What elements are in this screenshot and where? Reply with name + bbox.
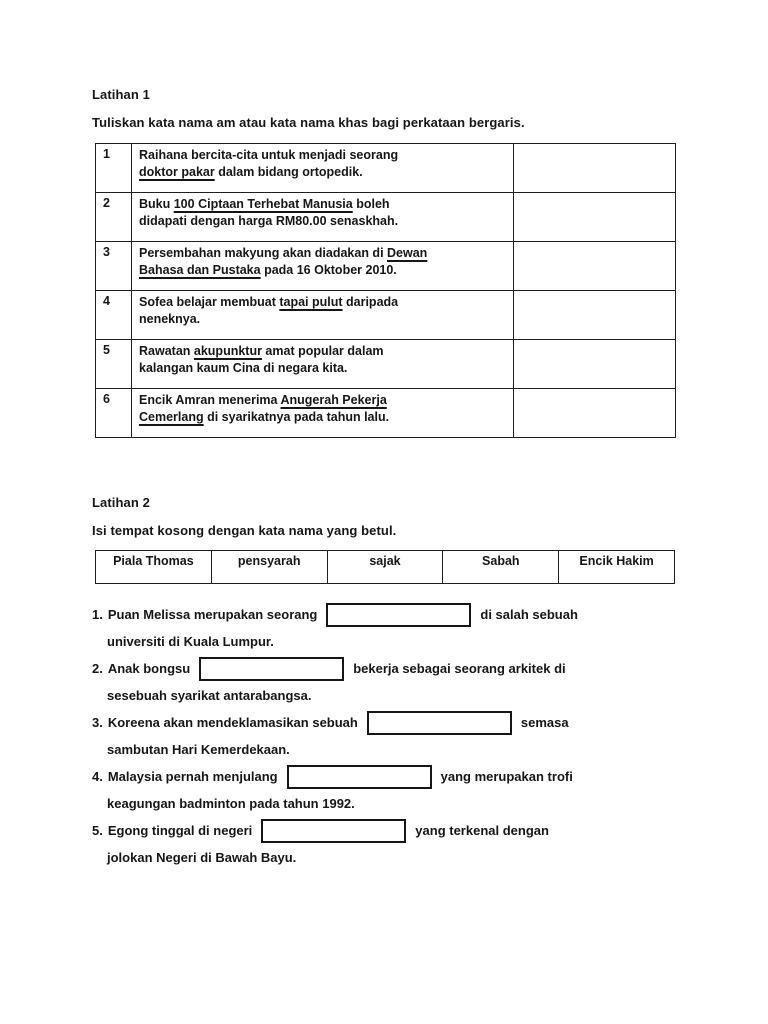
sentence-line (139, 245, 507, 262)
sentence-text: dalam bidang ortopedik. (214, 164, 363, 179)
row-number: 2 (96, 193, 132, 242)
word-bank-row (96, 551, 675, 584)
question-continuation: universiti di Kuala Lumpur. (107, 634, 274, 649)
question (92, 601, 732, 655)
sentence-text: amat popular dalam (261, 344, 384, 358)
sentence-text: Buku (139, 197, 174, 211)
table-row (96, 389, 676, 438)
sentence-line (139, 294, 507, 311)
underlined-term: Cemerlang (139, 409, 204, 424)
question-text-after: semasa (520, 715, 569, 730)
question-text-after: di salah sebuah (480, 607, 578, 622)
sentence-line (139, 311, 507, 328)
answer-blank-box[interactable] (261, 819, 406, 843)
word-bank-item: Sabah (443, 551, 559, 584)
sentence-text: kalangan kaum Cina di negara kita. (139, 360, 348, 375)
sentence-text: Persembahan makyung akan diadakan di (139, 246, 388, 260)
table-row (96, 193, 676, 242)
question-number: 5. (92, 823, 103, 838)
question-line (92, 709, 732, 736)
answer-cell[interactable] (514, 144, 676, 193)
question-line (92, 817, 732, 844)
question-text-before: Malaysia pernah menjulang (107, 769, 278, 784)
underlined-term: doktor pakar (139, 164, 215, 179)
sentence-line (139, 262, 507, 279)
underlined-term: 100 Ciptaan Terhebat Manusia (173, 197, 353, 211)
sentence-cell (132, 389, 514, 438)
sentence-cell (132, 291, 514, 340)
questions-list (92, 601, 732, 871)
sentence-text: di syarikatnya pada tahun lalu. (203, 409, 390, 424)
question (92, 817, 732, 871)
sentence-text: Encik Amran menerima (139, 393, 281, 407)
answer-cell[interactable] (514, 389, 676, 438)
word-bank-item: Encik Hakim (559, 551, 675, 584)
answer-blank-box[interactable] (199, 657, 344, 681)
question-text-after: bekerja sebagai seorang arkitek di (353, 661, 566, 676)
question-number: 2. (92, 661, 103, 676)
sentence-line (139, 147, 507, 164)
sentence-cell (132, 144, 514, 193)
underlined-term: Anugerah Pekerja (280, 393, 387, 407)
row-number: 4 (96, 291, 132, 340)
sentence-line (139, 360, 507, 377)
latihan2-heading: Latihan 2 (92, 495, 150, 510)
question (92, 655, 732, 709)
answer-cell[interactable] (514, 291, 676, 340)
latihan2-instruction: Isi tempat kosong dengan kata nama yang betul. (92, 523, 397, 538)
question-line (92, 763, 732, 790)
word-bank-item: Piala Thomas (96, 551, 212, 584)
answer-cell[interactable] (514, 242, 676, 291)
sentence-line (139, 392, 507, 409)
answer-cell[interactable] (514, 340, 676, 389)
sentence-text: Raihana bercita-cita untuk menjadi seorang (139, 148, 399, 162)
table-row (96, 242, 676, 291)
question-continuation: sesebuah syarikat antarabangsa. (107, 688, 312, 703)
underlined-term: Dewan (387, 246, 428, 260)
question-number: 3. (92, 715, 103, 730)
latihan1-heading: Latihan 1 (92, 87, 150, 102)
question-line (92, 601, 732, 628)
row-number: 1 (96, 144, 132, 193)
question-continuation: keagungan badminton pada tahun 1992. (107, 796, 355, 811)
sentence-text: neneknya. (139, 311, 201, 326)
latihan1-table-body (96, 144, 676, 438)
sentence-text: pada 16 Oktober 2010. (260, 262, 397, 277)
sentence-text: didapati dengan harga RM80.00 senaskhah. (139, 213, 399, 228)
sentence-cell (132, 193, 514, 242)
sentence-line (139, 343, 507, 360)
question-text-after: yang merupakan trofi (440, 769, 573, 784)
sentence-text: Rawatan (139, 344, 194, 358)
word-bank-table (95, 550, 675, 584)
latihan1-instruction: Tuliskan kata nama am atau kata nama khas bagi perkataan bergaris. (92, 115, 525, 130)
question-text-after: yang terkenal dengan (415, 823, 549, 838)
sentence-line (139, 196, 507, 213)
question-text-before: Egong tinggal di negeri (107, 823, 253, 838)
table-row (96, 144, 676, 193)
question-text-before: Anak bongsu (107, 661, 191, 676)
sentence-text: daripada (342, 295, 399, 309)
latihan1-table (95, 143, 676, 438)
sentence-text: boleh (352, 197, 390, 211)
question (92, 763, 732, 817)
table-row (96, 340, 676, 389)
answer-cell[interactable] (514, 193, 676, 242)
sentence-line (139, 213, 507, 230)
answer-blank-box[interactable] (367, 711, 512, 735)
question-line (92, 655, 732, 682)
word-bank-item: pensyarah (211, 551, 327, 584)
sentence-line (139, 164, 507, 181)
answer-blank-box[interactable] (287, 765, 432, 789)
row-number: 6 (96, 389, 132, 438)
table-row (96, 291, 676, 340)
sentence-text: Sofea belajar membuat (139, 295, 280, 309)
word-bank-item: sajak (327, 551, 443, 584)
question (92, 709, 732, 763)
question-continuation: sambutan Hari Kemerdekaan. (107, 742, 290, 757)
row-number: 3 (96, 242, 132, 291)
sentence-cell (132, 242, 514, 291)
question-number: 1. (92, 607, 103, 622)
underlined-term: akupunktur (193, 344, 262, 358)
underlined-term: Bahasa dan Pustaka (139, 262, 261, 277)
sentence-line (139, 409, 507, 426)
question-text-before: Puan Melissa merupakan seorang (107, 607, 318, 622)
underlined-term: tapai pulut (279, 295, 343, 309)
row-number: 5 (96, 340, 132, 389)
answer-blank-box[interactable] (326, 603, 471, 627)
question-continuation: jolokan Negeri di Bawah Bayu. (107, 850, 297, 865)
sentence-cell (132, 340, 514, 389)
question-text-before: Koreena akan mendeklamasikan sebuah (107, 715, 358, 730)
question-number: 4. (92, 769, 103, 784)
